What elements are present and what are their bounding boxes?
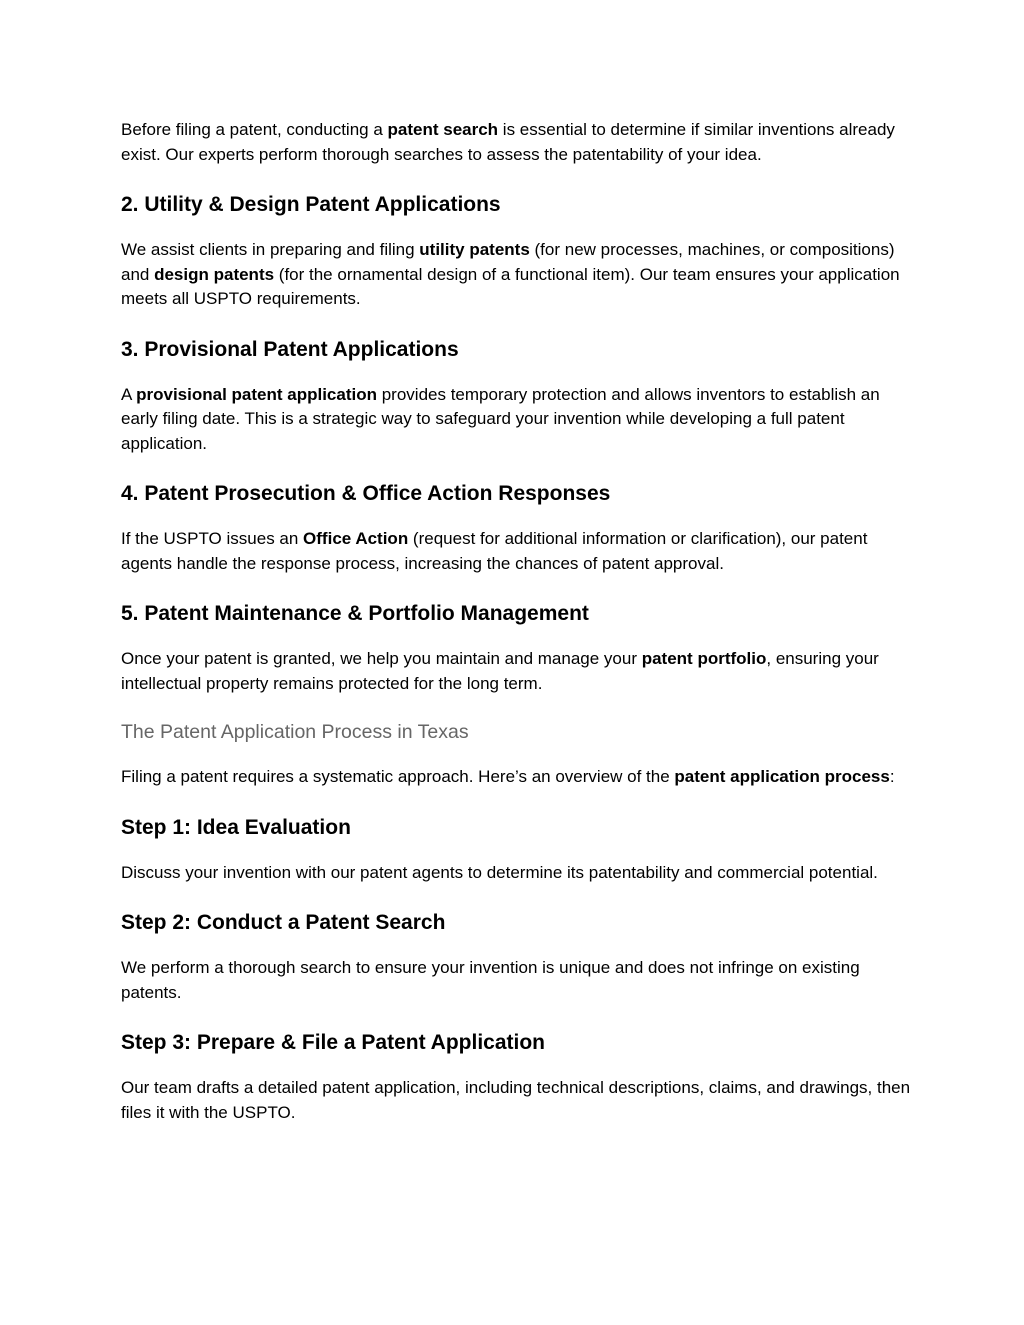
heading-utility-design: 2. Utility & Design Patent Applications	[121, 193, 501, 216]
paragraph-step-1: Discuss your invention with our patent agents to determine its patentability and commercial potential.	[121, 862, 878, 882]
maintenance-text-2: , ensuring your intellectual property remains protected for the long term.	[121, 649, 879, 693]
utility-text-1: We assist clients in preparing and filing	[121, 240, 420, 259]
utility-bold-design-patents: design patents	[154, 264, 275, 284]
heading-prosecution: 4. Patent Prosecution & Office Action Responses	[121, 482, 611, 505]
provisional-text-1: A	[121, 384, 137, 404]
process-bold: patent application process	[674, 767, 890, 786]
maintenance-bold-portfolio: patent portfolio	[641, 649, 767, 668]
intro-text-2: is essential to determine if similar inventions already exist. Our experts perform thorough searches to assess the patentability of your idea.	[121, 120, 895, 164]
paragraph-prosecution	[121, 527, 911, 576]
utility-text-3: (for the ornamental design of a functional item). Our team ensures your application meets all USPTO requirements.	[121, 264, 900, 308]
paragraph-maintenance	[121, 647, 911, 696]
provisional-text-2: provides temporary protection and allows inventors to establish an early filing date. This is a strategic way to safeguard your invention while developing a full patent application.	[121, 384, 880, 453]
heading-step-3: Step 3: Prepare & File a Patent Application	[121, 1031, 545, 1054]
intro-paragraph	[121, 118, 911, 167]
provisional-bold: provisional patent application	[136, 384, 377, 404]
paragraph-step-2: We perform a thorough search to ensure your invention is unique and does not infringe on existing patents.	[121, 958, 860, 1002]
prosecution-bold-office-action: Office Action	[303, 529, 409, 548]
paragraph-process	[121, 765, 911, 790]
process-text-1: Filing a patent requires a systematic approach. Here’s an overview of the	[121, 767, 675, 786]
process-text-2: :	[889, 767, 895, 786]
heading-step-2: Step 2: Conduct a Patent Search	[121, 911, 446, 934]
prosecution-text-2: (request for additional information or clarification), our patent agents handle the response process, increasing the chances of patent approval.	[121, 529, 868, 573]
prosecution-text-1: If the USPTO issues an	[121, 529, 304, 548]
subtitle-process: The Patent Application Process in Texas	[121, 721, 469, 743]
heading-maintenance: 5. Patent Maintenance & Portfolio Management	[121, 602, 589, 625]
paragraph-step-3: Our team drafts a detailed patent application, including technical descriptions, claims, and drawings, then files it with the USPTO.	[121, 1078, 911, 1122]
intro-text-1: Before filing a patent, conducting a	[121, 120, 388, 139]
paragraph-utility-design	[121, 238, 911, 312]
heading-provisional: 3. Provisional Patent Applications	[121, 337, 459, 361]
heading-step-1: Step 1: Idea Evaluation	[121, 815, 351, 839]
paragraph-provisional	[121, 383, 911, 457]
utility-text-2: (for new processes, machines, or compositions) and	[121, 240, 895, 284]
maintenance-text-1: Once your patent is granted, we help you maintain and manage your	[121, 649, 642, 668]
document-page	[121, 118, 911, 1125]
utility-bold-utility-patents: utility patents	[419, 240, 530, 259]
intro-bold-patent-search: patent search	[387, 120, 499, 139]
